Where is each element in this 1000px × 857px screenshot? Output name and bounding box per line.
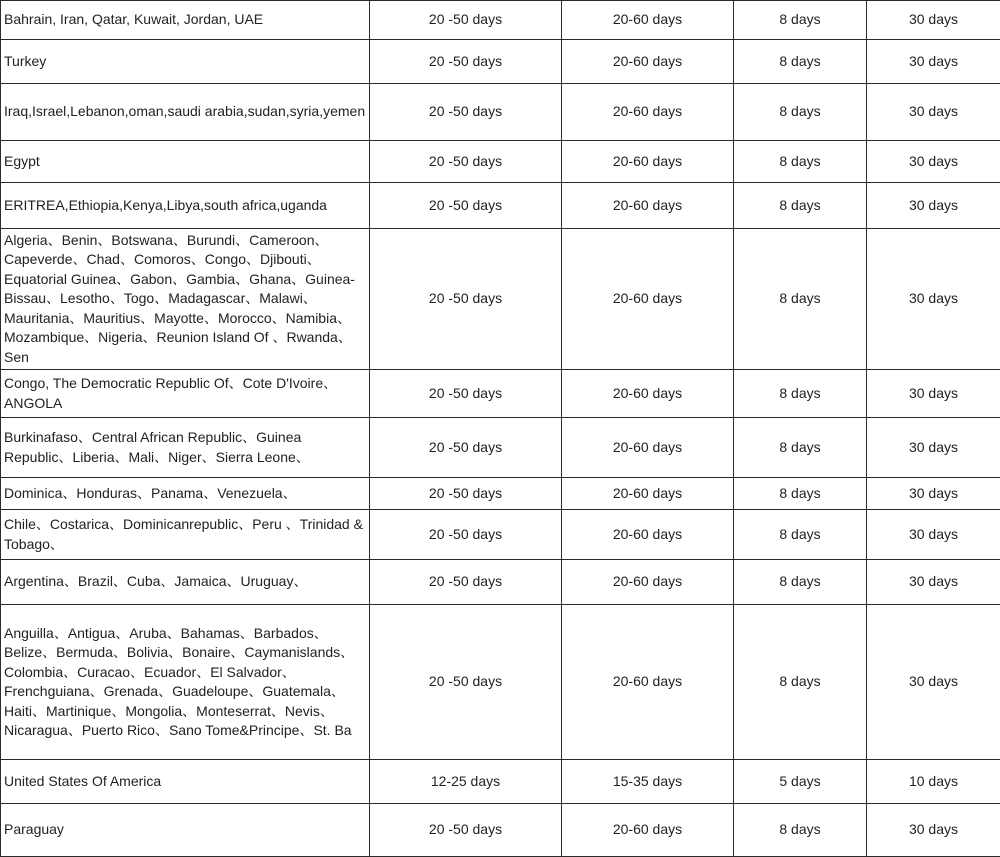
shipping-time-cell: 20 -50 days bbox=[370, 478, 562, 510]
shipping-time-cell: 20 -50 days bbox=[370, 560, 562, 605]
country-cell: Chile、Costarica、Dominicanrepublic、Peru 、Trinidad & Tobago、 bbox=[1, 510, 370, 560]
shipping-time-cell: 20-60 days bbox=[562, 478, 734, 510]
shipping-time-cell: 20-60 days bbox=[562, 605, 734, 760]
shipping-time-cell: 30 days bbox=[867, 804, 1000, 857]
shipping-time-cell: 8 days bbox=[734, 418, 867, 478]
country-cell: United States Of America bbox=[1, 760, 370, 804]
shipping-time-cell: 8 days bbox=[734, 478, 867, 510]
shipping-time-cell: 8 days bbox=[734, 183, 867, 229]
shipping-time-cell: 30 days bbox=[867, 370, 1000, 418]
shipping-time-cell: 20-60 days bbox=[562, 229, 734, 370]
country-cell: Turkey bbox=[1, 40, 370, 84]
country-cell: Paraguay bbox=[1, 804, 370, 857]
country-cell: Anguilla、Antigua、Aruba、Bahamas、Barbados、Belize、Bermuda、Bolivia、Bonaire、Caymanislands、Colombia、Curacao、Ecuador、El Salvador、Frenchguiana、Grenada、Guadeloupe、Guatemala、Haiti、Martinique、Mongolia、Monteserrat、Nevis、Nicaragua、Puerto Rico、Sano Tome&Principe、St. Ba bbox=[1, 605, 370, 760]
country-cell: ERITREA,Ethiopia,Kenya,Libya,south africa,uganda bbox=[1, 183, 370, 229]
shipping-time-cell: 20 -50 days bbox=[370, 1, 562, 40]
shipping-time-cell: 30 days bbox=[867, 605, 1000, 760]
shipping-time-cell: 8 days bbox=[734, 370, 867, 418]
shipping-time-cell: 20-60 days bbox=[562, 560, 734, 605]
table-row bbox=[1, 510, 1000, 560]
shipping-time-cell: 10 days bbox=[867, 760, 1000, 804]
shipping-time-cell: 30 days bbox=[867, 560, 1000, 605]
table-row bbox=[1, 605, 1000, 760]
shipping-time-cell: 20 -50 days bbox=[370, 510, 562, 560]
country-cell: Burkinafaso、Central African Republic、Guinea Republic、Liberia、Mali、Niger、Sierra Leone、 bbox=[1, 418, 370, 478]
shipping-time-cell: 30 days bbox=[867, 418, 1000, 478]
shipping-time-cell: 20 -50 days bbox=[370, 141, 562, 183]
shipping-time-cell: 8 days bbox=[734, 40, 867, 84]
shipping-time-cell: 20 -50 days bbox=[370, 804, 562, 857]
shipping-time-cell: 5 days bbox=[734, 760, 867, 804]
table-row bbox=[1, 418, 1000, 478]
shipping-time-cell: 20-60 days bbox=[562, 1, 734, 40]
shipping-time-cell: 20-60 days bbox=[562, 370, 734, 418]
shipping-time-cell: 8 days bbox=[734, 510, 867, 560]
table-row bbox=[1, 84, 1000, 141]
table-row bbox=[1, 560, 1000, 605]
shipping-time-cell: 30 days bbox=[867, 510, 1000, 560]
shipping-time-cell: 30 days bbox=[867, 141, 1000, 183]
table-row bbox=[1, 760, 1000, 804]
shipping-time-cell: 20-60 days bbox=[562, 510, 734, 560]
shipping-time-cell: 20 -50 days bbox=[370, 418, 562, 478]
shipping-time-cell: 8 days bbox=[734, 804, 867, 857]
table-row bbox=[1, 370, 1000, 418]
shipping-time-cell: 30 days bbox=[867, 478, 1000, 510]
shipping-time-cell: 20 -50 days bbox=[370, 40, 562, 84]
table-row bbox=[1, 1, 1000, 40]
shipping-time-cell: 30 days bbox=[867, 40, 1000, 84]
shipping-time-cell: 20 -50 days bbox=[370, 183, 562, 229]
shipping-time-cell: 8 days bbox=[734, 84, 867, 141]
shipping-time-cell: 20-60 days bbox=[562, 804, 734, 857]
country-cell: Algeria、Benin、Botswana、Burundi、Cameroon、Capeverde、Chad、Comoros、Congo、Djibouti、Equatorial Guinea、Gabon、Gambia、Ghana、Guinea-Bissau、Lesotho、Togo、Madagascar、Malawi、Mauritania、Mauritius、Mayotte、Morocco、Namibia、Mozambique、Nigeria、Reunion Island Of 、Rwanda、Sen bbox=[1, 229, 370, 370]
country-cell: Dominica、Honduras、Panama、Venezuela、 bbox=[1, 478, 370, 510]
shipping-time-cell: 30 days bbox=[867, 84, 1000, 141]
country-cell: Argentina、Brazil、Cuba、Jamaica、Uruguay、 bbox=[1, 560, 370, 605]
country-cell: Iraq,Israel,Lebanon,oman,saudi arabia,sudan,syria,yemen bbox=[1, 84, 370, 141]
shipping-time-cell: 15-35 days bbox=[562, 760, 734, 804]
shipping-time-cell: 30 days bbox=[867, 1, 1000, 40]
table-row bbox=[1, 141, 1000, 183]
country-cell: Congo, The Democratic Republic Of、Cote D'Ivoire、ANGOLA bbox=[1, 370, 370, 418]
shipping-time-cell: 20 -50 days bbox=[370, 84, 562, 141]
shipping-time-cell: 8 days bbox=[734, 229, 867, 370]
table-row bbox=[1, 478, 1000, 510]
table-row bbox=[1, 40, 1000, 84]
shipping-time-cell: 30 days bbox=[867, 183, 1000, 229]
shipping-time-cell: 20 -50 days bbox=[370, 370, 562, 418]
shipping-time-cell: 8 days bbox=[734, 141, 867, 183]
country-cell: Bahrain, Iran, Qatar, Kuwait, Jordan, UAE bbox=[1, 1, 370, 40]
shipping-time-cell: 20-60 days bbox=[562, 418, 734, 478]
shipping-time-cell: 20 -50 days bbox=[370, 605, 562, 760]
shipping-time-cell: 20 -50 days bbox=[370, 229, 562, 370]
shipping-time-cell: 20-60 days bbox=[562, 183, 734, 229]
country-cell: Egypt bbox=[1, 141, 370, 183]
shipping-time-cell: 20-60 days bbox=[562, 141, 734, 183]
table-row bbox=[1, 183, 1000, 229]
shipping-time-cell: 8 days bbox=[734, 560, 867, 605]
shipping-time-cell: 20-60 days bbox=[562, 40, 734, 84]
shipping-time-cell: 8 days bbox=[734, 1, 867, 40]
shipping-time-cell: 20-60 days bbox=[562, 84, 734, 141]
shipping-time-cell: 30 days bbox=[867, 229, 1000, 370]
shipping-time-cell: 12-25 days bbox=[370, 760, 562, 804]
table-row bbox=[1, 229, 1000, 370]
shipping-time-cell: 8 days bbox=[734, 605, 867, 760]
table-row bbox=[1, 804, 1000, 857]
